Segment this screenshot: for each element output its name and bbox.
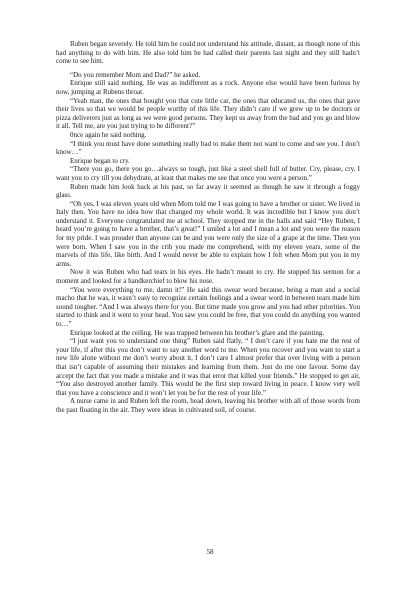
paragraph: “I just want you to understand one thing” Ruben said flatly, “ I don’t care if you hate me the rest of your life, if after this you don’t want to say another word to me. When you recover and you want to start a new life alone without me don’t worry about it, I don’t care I almost prefer that over living with a person that isn’t capable of assuming their mistakes and learning from them. Just do me one favour. Some day accept the fact that you made a mistake and it was that error that killed your friends.” He stopped to get air, “You also destroyed another family. This would be the first step toward living in peace. I know very well that you have a conscience and it won’t let you be for the rest of your life.”	[56, 337, 360, 397]
paragraph: Ruben made him look back at his past, so far away it seemed as though he saw it through a foggy glass.	[56, 182, 360, 200]
page-body	[56, 40, 360, 415]
paragraph: Ruben began severely. He told him he could not understand his attitude, distant, as though none of this had anything to do with him. He also told him he had called their parents last night and they still hadn’t come to see him.	[56, 40, 360, 66]
page-number: 58	[206, 548, 214, 556]
paragraph: “I think you must have done something really bad to make them not want to come and see you. I don’t know…”	[56, 139, 360, 157]
paragraph: Enrique still said nothing. He was as indifferent as a rock. Anyone else would have been furious by now, jumping at Rubens throat.	[56, 79, 360, 96]
paragraph: 0nce again he said nothing.	[70, 130, 147, 139]
paragraph: Now it was Ruben who had tears in his eyes. He hadn’t meant to cry. He stopped his sermon for a moment and looked for a handkerchief to blow his nose.	[56, 268, 360, 286]
paragraph: “There you go, there you go…always so tough, just like a steel shell full of butter. Cry, please, cry. I want you to cry till you dehydrate, at least that makes me see that once you were a person.”	[56, 165, 360, 182]
paragraph: “Oh yes. I was eleven years old when Mom told me I was going to have a brother or sister. We lived in Italy then. You have no idea how that changed my whole world. It was incredible but I know you don’t understand it. Everyone congratulated me at school. They stopped me in the halls and said “Hey Ruben, I heard you’re going to have a brother, that’s great!” I smiled a lot and I mean a lot and you were the reason for my pride. I was prouder than anyone can be and you were only the size of a grape at the time. Then you were born. When I saw you in the crib you made me comprehend, with my eleven years, some of the marvels of this life, like birth. And I would never be able to explain how I felt when Mom put you in my arms.	[56, 199, 360, 268]
paragraph: A nurse came in and Ruben left the room, head down, leaving his brother with all of those words from the past floating in the air. They were ideas in cultivated soil, of course.	[56, 397, 360, 414]
paragraph: “Do you remember Mom and Dad?” he asked.	[70, 70, 201, 79]
paragraph: “You were everything to me, damn it!” He said this swear word because, being a man and a social macho that he was, it wasn’t easy to recognize certain feelings and a swear word in between tears made him sound tougher. “And I was always there for you. But time made you grow and you had other priorities. You started to think and it went to your head. You saw you could be free, that you could do anything you wanted to…”	[56, 285, 360, 328]
paragraph: “Yeah man, the ones that bought you that cute little car, the ones that educated us, the ones that gave their lives so that we would be people worthy of this life. They didn’t care if we grew up to be doctors or pizza deliverers just as long as we were good persons. They kept us away from the bad and you go and blow it all. Tell me, are you just trying to be different?”	[56, 96, 360, 131]
paragraph: Enrique looked at the ceiling. He was trapped between his brother’s glare and the painting.	[70, 328, 325, 337]
paragraph: Enrique began to cry.	[70, 156, 130, 165]
